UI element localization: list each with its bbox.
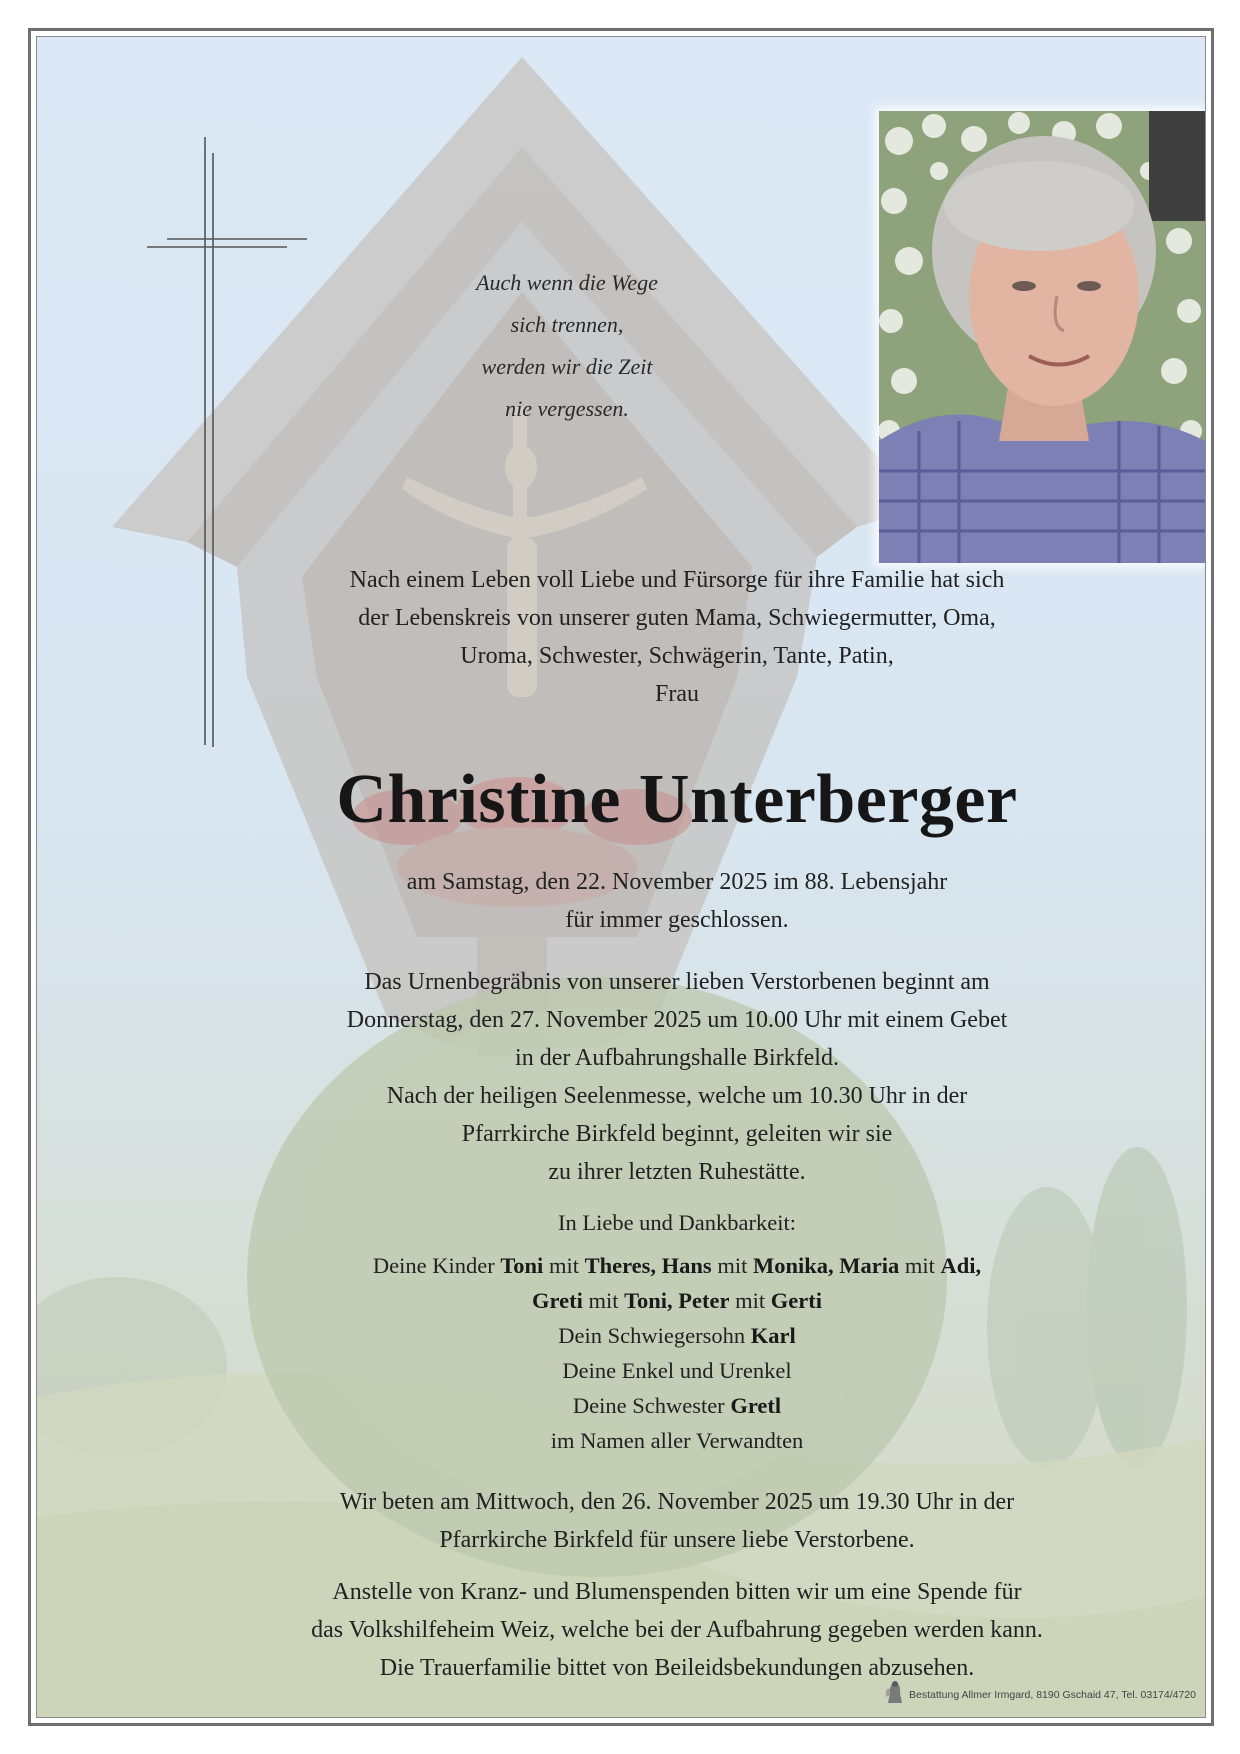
family-mourners bbox=[237, 1205, 1117, 1458]
donation-notice bbox=[237, 1573, 1117, 1687]
quote-line: sich trennen, bbox=[510, 312, 624, 337]
memorial-quote bbox=[417, 262, 717, 430]
prayer-notice bbox=[237, 1483, 1117, 1559]
children-line-1: Deine Kinder Toni mit Theres, Hans mit Monika, Maria mit Adi, bbox=[372, 1253, 982, 1278]
funeral-details bbox=[237, 963, 1117, 1191]
date-line: am Samstag, den 22. November 2025 im 88. Lebensjahr bbox=[406, 869, 948, 895]
intro-line: der Lebenskreis von unserer guten Mama, Schwiegermutter, Oma, bbox=[358, 605, 996, 631]
quote-line: nie vergessen. bbox=[505, 396, 629, 421]
funeral-line: Donnerstag, den 27. November 2025 um 10.00 Uhr mit einem Gebet bbox=[346, 1007, 1008, 1033]
intro-text bbox=[237, 561, 1117, 713]
prayer-line: Wir beten am Mittwoch, den 26. November 2025 um 19.30 Uhr in der bbox=[339, 1489, 1015, 1515]
funeral-line: Das Urnenbegräbnis von unserer lieben Verstorbenen beginnt am bbox=[364, 969, 990, 995]
undertaker-footer bbox=[885, 1683, 1196, 1707]
quote-line: werden wir die Zeit bbox=[481, 354, 653, 379]
funeral-line: Nach der heiligen Seelenmesse, welche um 10.30 Uhr in der bbox=[386, 1083, 968, 1109]
children-line-2: Greti mit Toni, Peter mit Gerti bbox=[532, 1288, 822, 1313]
donation-line: Die Trauerfamilie bittet von Beileidsbekundungen abzusehen. bbox=[379, 1655, 975, 1681]
deceased-name: Christine Unterberger bbox=[336, 761, 1018, 838]
prayer-line: Pfarrkirche Birkfeld für unsere liebe Verstorbene. bbox=[439, 1527, 915, 1553]
funeral-line: Pfarrkirche Birkfeld beginnt, geleiten wir sie bbox=[461, 1121, 893, 1147]
intro-line: Nach einem Leben voll Liebe und Fürsorge für ihre Familie hat sich bbox=[349, 567, 1005, 593]
intro-line: Frau bbox=[655, 681, 699, 707]
funeral-line: in der Aufbahrungshalle Birkfeld. bbox=[515, 1045, 839, 1071]
relatives-line: im Namen aller Verwandten bbox=[550, 1428, 804, 1453]
date-of-death bbox=[237, 863, 1117, 939]
donation-line: das Volkshilfeheim Weiz, welche bei der Aufbahrung gegeben werden kann. bbox=[311, 1617, 1043, 1643]
grandchildren-line: Deine Enkel und Urenkel bbox=[562, 1358, 792, 1383]
obituary-card bbox=[36, 36, 1206, 1718]
date-line: für immer geschlossen. bbox=[565, 907, 789, 933]
son-in-law-line: Dein Schwiegersohn Karl bbox=[558, 1323, 796, 1348]
funeral-line: zu ihrer letzten Ruhestätte. bbox=[548, 1159, 806, 1185]
footer-text: Bestattung Allmer Irmgard, 8190 Gschaid 47, Tel. 03174/4720 bbox=[909, 1689, 1196, 1701]
angel-logo-icon bbox=[885, 1679, 905, 1705]
quote-line: Auch wenn die Wege bbox=[476, 270, 658, 295]
intro-line: Uroma, Schwester, Schwägerin, Tante, Patin, bbox=[460, 643, 894, 669]
portrait-photo bbox=[879, 111, 1205, 563]
sister-line: Deine Schwester Gretl bbox=[572, 1393, 782, 1418]
family-heading: In Liebe und Dankbarkeit: bbox=[557, 1210, 797, 1235]
donation-line: Anstelle von Kranz- und Blumenspenden bitten wir um eine Spende für bbox=[332, 1579, 1022, 1605]
